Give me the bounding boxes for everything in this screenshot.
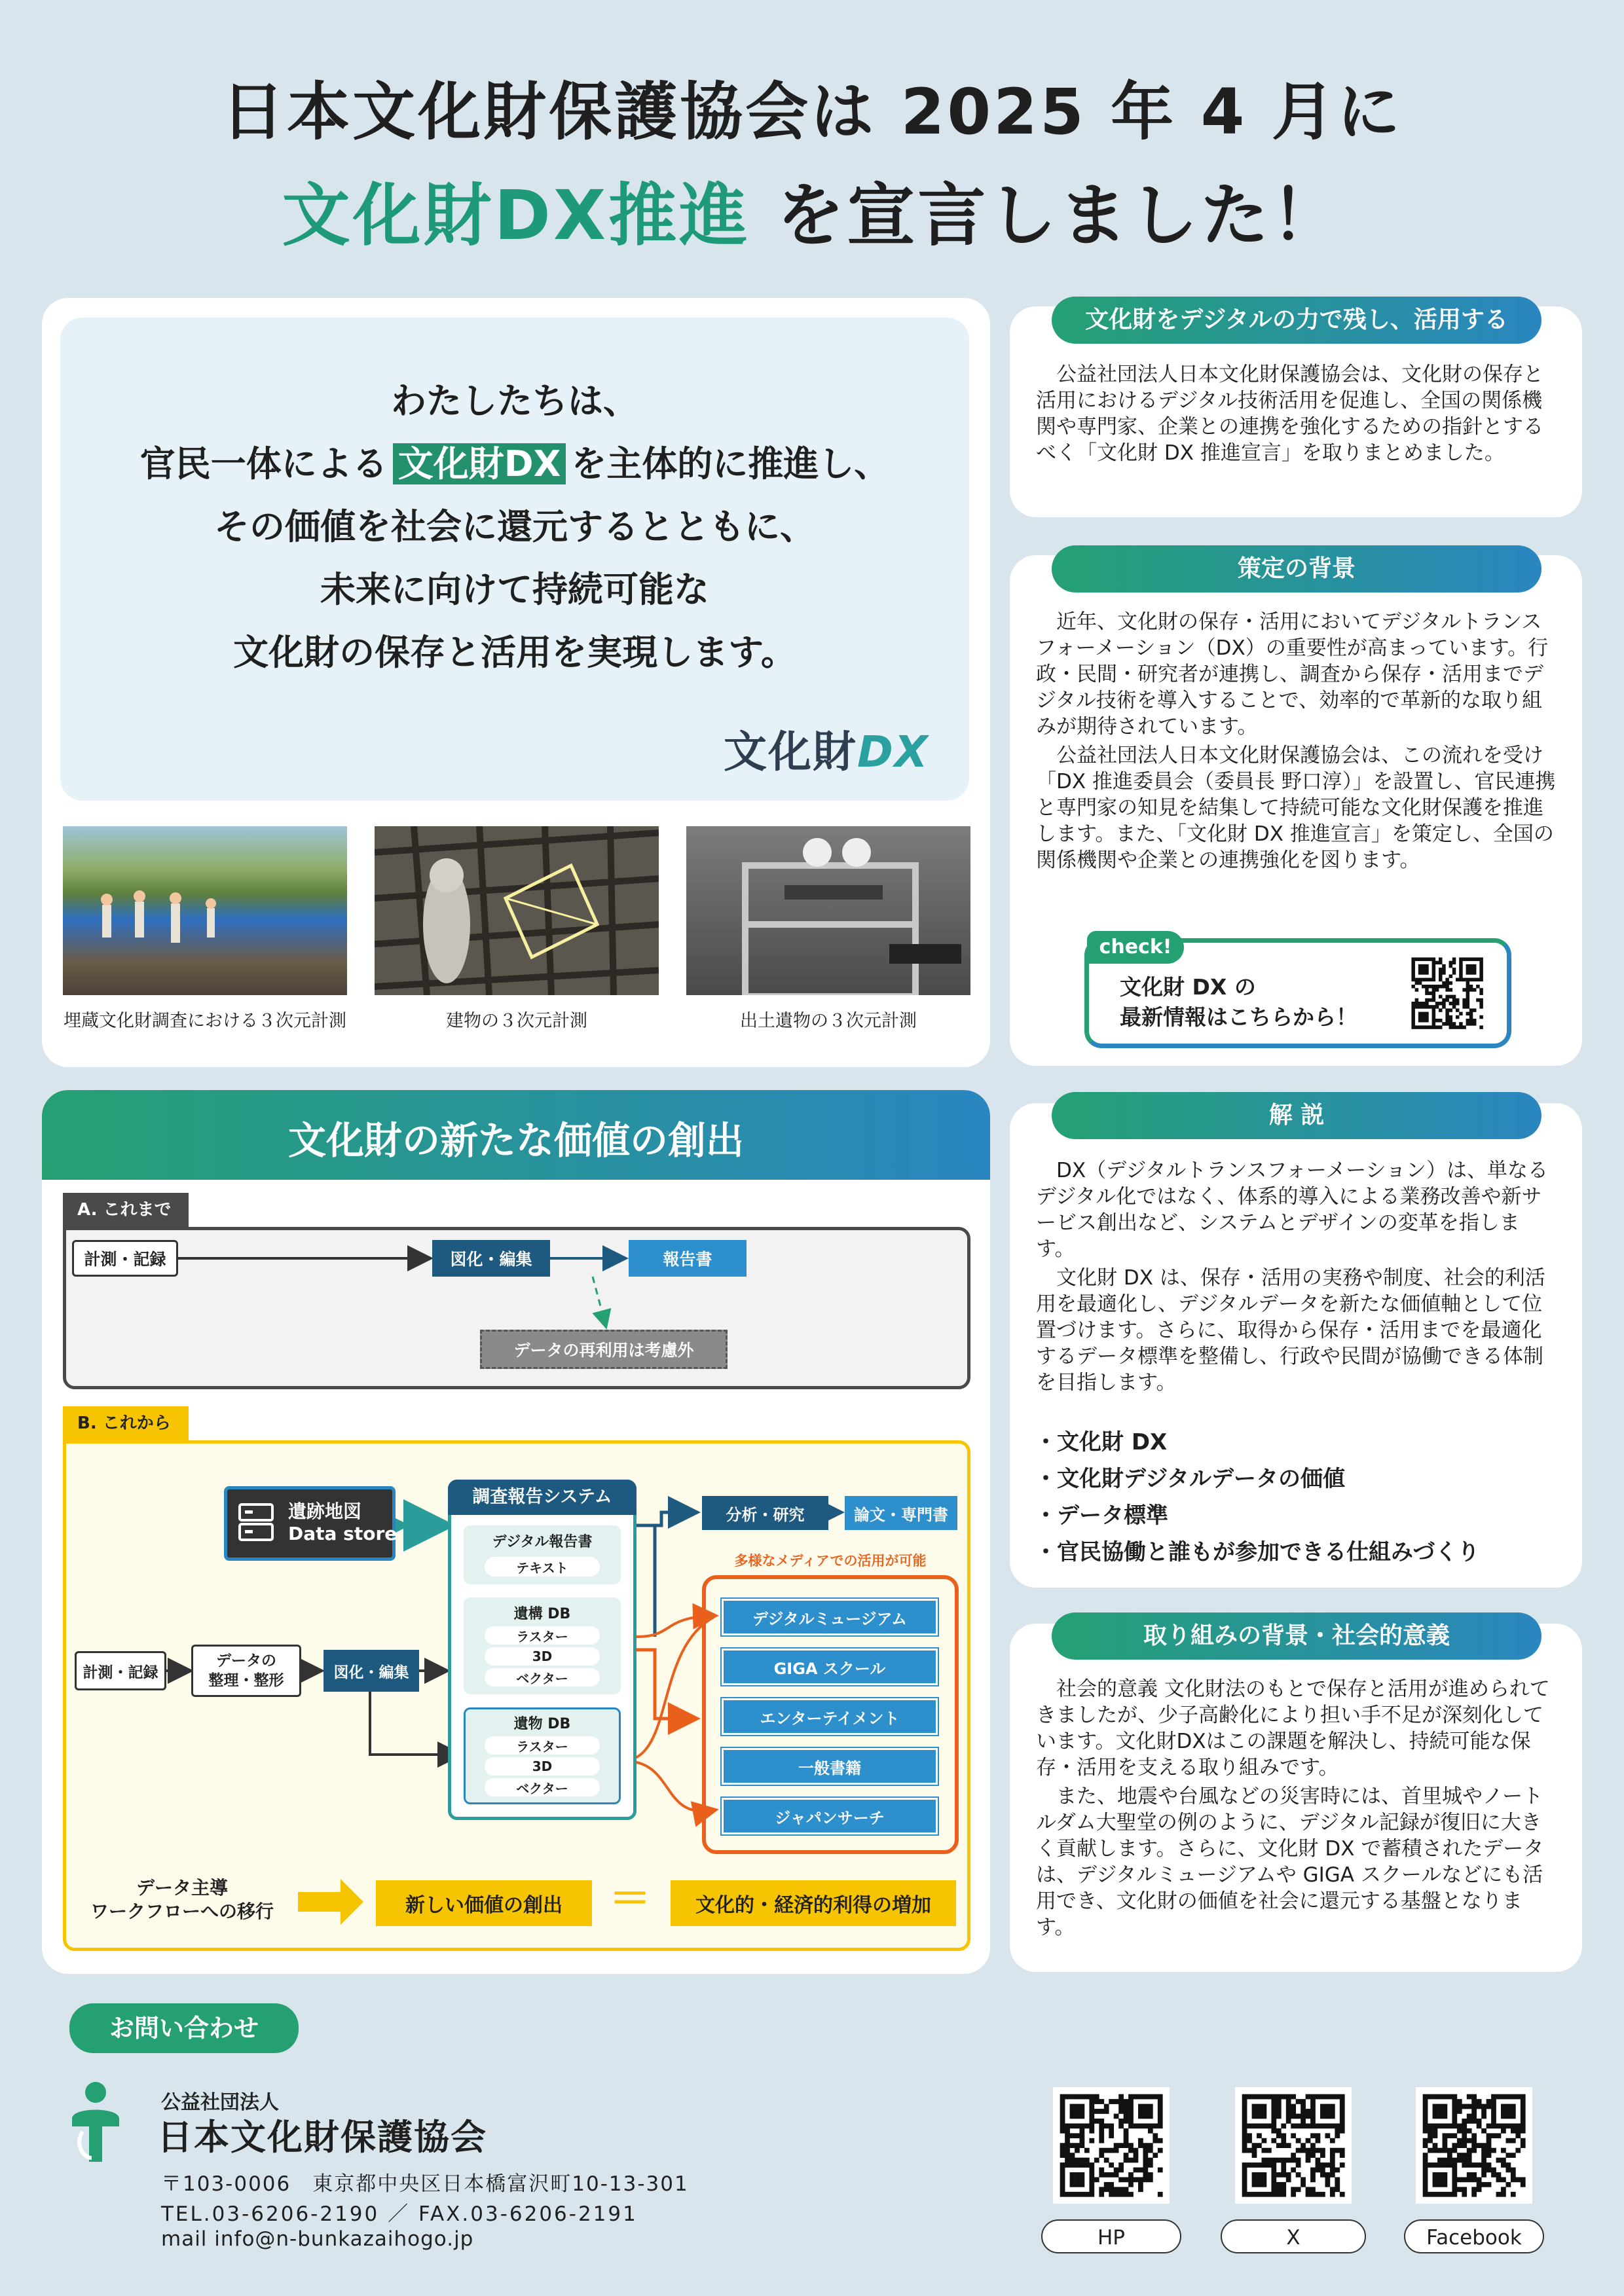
photo-caption-3: 出土遺物の３次元計測: [740, 1011, 917, 1031]
equals-sign: ＝: [609, 1875, 651, 1923]
site-map-label: 遺跡地図 Data store: [288, 1501, 397, 1544]
explanation-text: DX（デジタルトランスフォーメーション）は、単なるデジタル化ではなく、体系的導入による業務改善や新サービス創出など、システムとデザインの変革を指します。 文化財 DX は、保存・活用の実務や制度、社会的利活用を最適化し、デジタルデータを新たな価値軸として位置づけます。さらに、取得から保存・活用までを最適化するデータ標準を整備し、行政や民間が協働できる体制を目指します。: [1036, 1159, 1548, 1394]
database-icon: [238, 1503, 274, 1542]
headline-line1: 日本文化財保護協会は 2025 年 4 月に: [221, 75, 1403, 149]
benefit-box: 文化的・経済的利得の増加: [671, 1880, 956, 1926]
qr-code-icon: [1416, 2087, 1532, 2204]
papers-box: 論文・専門書: [845, 1496, 957, 1530]
3d-chip: 3D: [485, 1647, 600, 1666]
media-item: ジャパンサーチ: [722, 1798, 938, 1834]
bullet-item: ・データ標準: [1035, 1503, 1168, 1529]
mission-line5: 文化財の保存と活用を実現します。: [233, 632, 796, 673]
media-item: 一般書籍: [722, 1748, 938, 1785]
facebook-qr-icon[interactable]: [1416, 2087, 1532, 2204]
photo-caption-1: 埋蔵文化財調査における３次元計測: [64, 1011, 346, 1031]
text-chip: テキスト: [485, 1557, 600, 1576]
pill-significance: 取り組みの背景・社会的意義: [1052, 1613, 1541, 1660]
contact-pill: お問い合わせ: [69, 2003, 299, 2053]
pill-explanation: 解 説: [1052, 1092, 1541, 1139]
org-sub: 公益社団法人: [161, 2091, 279, 2114]
mission-highlight: 文化財DX: [393, 443, 566, 484]
digital-report-label: デジタル報告書: [492, 1534, 593, 1550]
analysis-box: 分析・研究: [702, 1496, 828, 1530]
headline-rest: を宣言しました！: [750, 175, 1342, 255]
check-text: 文化財 DX の 最新情報はこちらから！: [1120, 974, 1357, 1030]
3d-chip: 3D: [485, 1757, 600, 1776]
media-item: エンターテイメント: [722, 1698, 938, 1735]
facebook-link-button[interactable]: Facebook: [1404, 2219, 1544, 2253]
significance-text: 社会的意義 文化財法のもとで保存と活用が進められてきましたが、少子高齢化により担い手不足が深刻化しています。文化財DXはこの課題を解決し、持続可能な保存・活用を支える取り組みです。 また、地震や台風などの災害時には、首里城やノートルダム大聖堂の例のように、デジタル記録が復旧に大きく貢献します。さらに、文化財 DX で蓄積されたデータは、デジタルミュージアムや GIGA スクールなどにも活用でき、文化財の価値を社会に還元する基盤となります。: [1036, 1677, 1550, 1939]
dx-logo-mark: DX: [857, 727, 929, 777]
mission-line2: 官民一体による 文化財DX を主体的に推進し、: [139, 443, 890, 484]
b-measure-box: 計測・記録: [75, 1651, 166, 1690]
media-note: 多様なメディアでの活用が可能: [734, 1553, 927, 1569]
photo-caption-2: 建物の３次元計測: [446, 1011, 587, 1031]
raster-chip: ラスター: [485, 1736, 600, 1755]
check-tag: check!: [1087, 931, 1184, 964]
value-title: 文化財の新たな価値の創出: [287, 1118, 744, 1163]
mission-line1: わたしたちは、: [391, 380, 638, 422]
bunkazai-dx-logo: 文化財DX: [724, 727, 929, 777]
ibutsu-db-label: 遺物 DB: [513, 1716, 571, 1732]
digital-text: 公益社団法人日本文化財保護協会は、文化財の保存と活用におけるデジタル技術活用を促進し、全国の関係機関や専門家、企業との連携を強化するための指針とするべく「文化財 DX 推進宣言」を取りまとめました。: [1036, 363, 1543, 465]
bullet-item: ・文化財デジタルデータの価値: [1035, 1466, 1345, 1492]
contact-address: 〒103-0006 東京都中央区日本橋富沢町10-13-301: [161, 2172, 689, 2196]
a-measure-box: 計測・記録: [72, 1240, 178, 1277]
iseki-db-label: 遺構 DB: [513, 1606, 571, 1622]
b-organize-box: データの 整理・整形: [191, 1645, 301, 1697]
association-logo-icon: [68, 2081, 123, 2164]
pill-digital: 文化財をデジタルの力で残し、活用する: [1052, 297, 1541, 344]
a-note-box: データの再利用は考慮外: [480, 1330, 728, 1369]
qr-code-icon: [1235, 2087, 1352, 2204]
vector-chip: ベクター: [485, 1668, 600, 1686]
background-text: 近年、文化財の保存・活用においてデジタルトランスフォーメーション（DX）の重要性が高まっています。行政・民間・研究者が連携し、調査から保存・活用までデジタル技術を導入することで、効率的で革新的な取り組みが期待されています。 公益社団法人日本文化財保護協会は、この流れを受け「DX 推進委員会（委員長 野口淳）」を設置し、官民連携と専門家の知見を結集して持続可能な文化財保護を推進します。また、「文化財 DX 推進宣言」を策定し、全国の関係機関や企業との連携強化を図ります。: [1036, 610, 1556, 872]
contact-phone: TEL.03-6206-2190 ／ FAX.03-6206-2191: [161, 2202, 638, 2226]
contact-mail[interactable]: mail info@n-bunkazaihogo.jp: [161, 2227, 474, 2251]
mission-line4: 未来に向けて持続可能な: [320, 569, 709, 610]
x-link-button[interactable]: X: [1221, 2219, 1366, 2253]
report-system-title: 調査報告システム: [448, 1480, 637, 1515]
a-edit-box: 図化・編集: [432, 1240, 550, 1277]
new-value-box: 新しい価値の創出: [376, 1880, 592, 1926]
b-edit-box: 図化・編集: [323, 1650, 419, 1692]
headline-highlight: 文化財DX推進: [282, 175, 750, 255]
bullet-item: ・文化財 DX: [1035, 1429, 1168, 1455]
qr-code-icon: [1053, 2087, 1170, 2204]
media-item: デジタルミュージアム: [722, 1599, 938, 1635]
section-a-tab: A. これまで: [63, 1193, 189, 1227]
mission-line3: その価値を社会に還元するとともに、: [214, 506, 815, 547]
pill-background: 策定の背景: [1052, 545, 1541, 592]
a-report-box: 報告書: [629, 1240, 747, 1277]
bullet-item: ・官民協働と誰もが参加できる仕組みづくり: [1035, 1539, 1480, 1565]
hp-qr-icon[interactable]: [1053, 2087, 1170, 2204]
org-name: 日本文化財保護協会: [157, 2117, 487, 2158]
media-item: GIGA スクール: [722, 1649, 938, 1685]
hp-link-button[interactable]: HP: [1041, 2219, 1181, 2253]
raster-chip: ラスター: [485, 1626, 600, 1645]
section-b-tab: B. これから: [63, 1406, 189, 1440]
x-qr-icon[interactable]: [1235, 2087, 1352, 2204]
shift-text: データ主導 ワークフローへの移行: [90, 1877, 274, 1922]
vector-chip: ベクター: [485, 1778, 600, 1796]
